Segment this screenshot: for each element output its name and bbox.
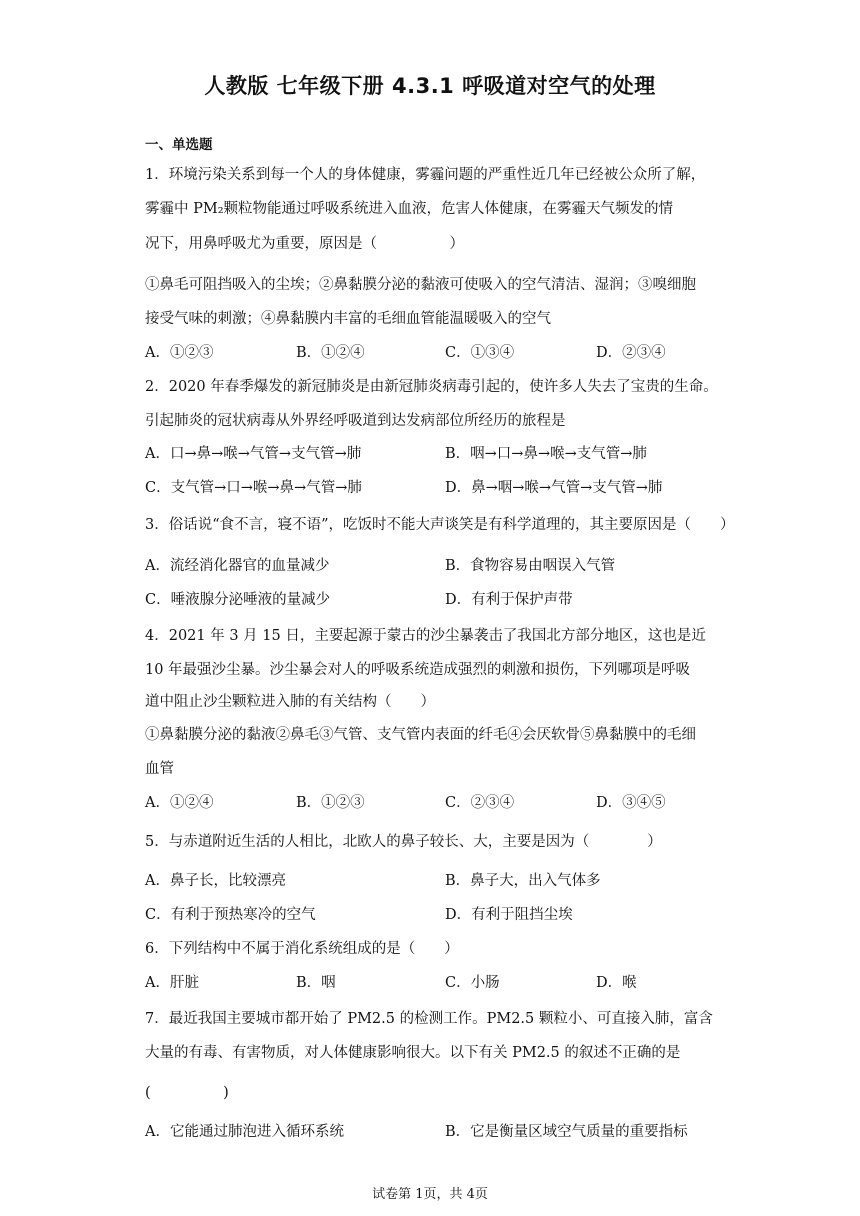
q7-option-a: A．它能通过肺泡进入循环系统 <box>145 1124 344 1140</box>
q1-statement-line: 接受气味的刺激；④鼻黏膜内丰富的毛细血管能温暖吸入的空气 <box>145 311 551 327</box>
q1-option-b: B．①②④ <box>296 345 365 361</box>
q6-option-b: B．咽 <box>296 975 336 991</box>
q2-text-line: 2．2020 年春季爆发的新冠肺炎是由新冠肺炎病毒引起的，使许多人失去了宝贵的生命。 <box>145 379 718 395</box>
q3-option-b: B．食物容易由咽误入气管 <box>445 558 616 574</box>
q7-option-b: B．它是衡量区域空气质量的重要指标 <box>445 1124 688 1140</box>
q1-statement-line: ①鼻毛可阻挡吸入的尘埃；②鼻黏膜分泌的黏液可使吸入的空气清洁、湿润；③嗅细胞 <box>145 277 696 293</box>
q4-statement-line: ①鼻黏膜分泌的黏液②鼻毛③气管、支气管内表面的纤毛④会厌软骨⑤鼻黏膜中的毛细 <box>145 727 696 743</box>
q2-option-a: A．口→鼻→喉→气管→支气管→肺 <box>145 446 362 462</box>
q1-text-line: 1．环境污染关系到每一个人的身体健康，雾霾问题的严重性近几年已经被公众所了解， <box>145 167 706 183</box>
q1-text-line: 况下，用鼻呼吸尤为重要，原因是（ ） <box>145 236 464 252</box>
q4-option-b: B．①②③ <box>296 795 365 811</box>
q3-option-c: C．唾液腺分泌唾液的量减少 <box>145 592 331 608</box>
q6-option-a: A．肝脏 <box>145 975 199 991</box>
page-footer: 试卷第 1页，共 4页 <box>372 1187 488 1202</box>
q6-text-line: 6．下列结构中不属于消化系统组成的是（ ） <box>145 941 459 957</box>
q3-text-line: 3．俗话说“食不言，寝不语”，吃饭时不能大声谈笑是有科学道理的，其主要原因是（ ） <box>145 517 735 533</box>
q7-text-line: 大量的有毒、有害物质，对人体健康影响很大。以下有关 PM2.5 的叙述不正确的是 <box>145 1045 681 1061</box>
q2-option-b: B．咽→口→鼻→喉→支气管→肺 <box>445 446 647 462</box>
q5-option-d: D．有利于阻挡尘埃 <box>445 907 573 923</box>
q4-text-line: 道中阻止沙尘颗粒进入肺的有关结构（ ） <box>145 694 435 710</box>
q4-option-c: C．②③④ <box>445 795 515 811</box>
q5-option-c: C．有利于预热寒冷的空气 <box>145 907 316 923</box>
q1-option-a: A．①②③ <box>145 345 214 361</box>
q6-option-c: C．小肠 <box>445 975 500 991</box>
q1-option-c: C．①③④ <box>445 345 515 361</box>
section-heading: 一、单选题 <box>145 137 213 153</box>
q6-option-d: D．喉 <box>596 975 637 991</box>
q4-statement-line: 血管 <box>145 761 174 777</box>
q3-option-a: A．流经消化器官的血量减少 <box>145 558 330 574</box>
q4-option-a: A．①②④ <box>145 795 214 811</box>
q1-option-d: D．②③④ <box>596 345 666 361</box>
q4-text-line: 4．2021 年 3 月 15 日，主要起源于蒙古的沙尘暴袭击了我国北方部分地区，这也是近 <box>145 628 706 644</box>
q5-option-b: B．鼻子大，出入气体多 <box>445 873 601 889</box>
q2-option-c: C．支气管→口→喉→鼻→气管→肺 <box>145 480 362 496</box>
q2-option-d: D．鼻→咽→喉→气管→支气管→肺 <box>445 480 663 496</box>
q1-text-line: 雾霾中 PM₂颗粒物能通过呼吸系统进入血液，危害人体健康，在雾霾天气频发的情 <box>145 201 674 217</box>
q4-text-line: 10 年最强沙尘暴。沙尘暴会对人的呼吸系统造成强烈的刺激和损伤，下列哪项是呼吸 <box>145 662 691 678</box>
q7-text-line: ( ) <box>145 1085 229 1101</box>
q2-text-line: 引起肺炎的冠状病毒从外界经呼吸道到达发病部位所经历的旅程是 <box>145 413 566 429</box>
page-title: 人教版 七年级下册 4.3.1 呼吸道对空气的处理 <box>204 74 656 98</box>
q7-text-line: 7．最近我国主要城市都开始了 PM2.5 的检测工作。PM2.5 颗粒小、可直接入肺，富含 <box>145 1011 713 1027</box>
q5-option-a: A．鼻子长，比较漂亮 <box>145 873 286 889</box>
q3-option-d: D．有利于保护声带 <box>445 592 573 608</box>
q4-option-d: D．③④⑤ <box>596 795 666 811</box>
q5-text-line: 5．与赤道附近生活的人相比，北欧人的鼻子较长、大，主要是因为（ ） <box>145 834 662 850</box>
